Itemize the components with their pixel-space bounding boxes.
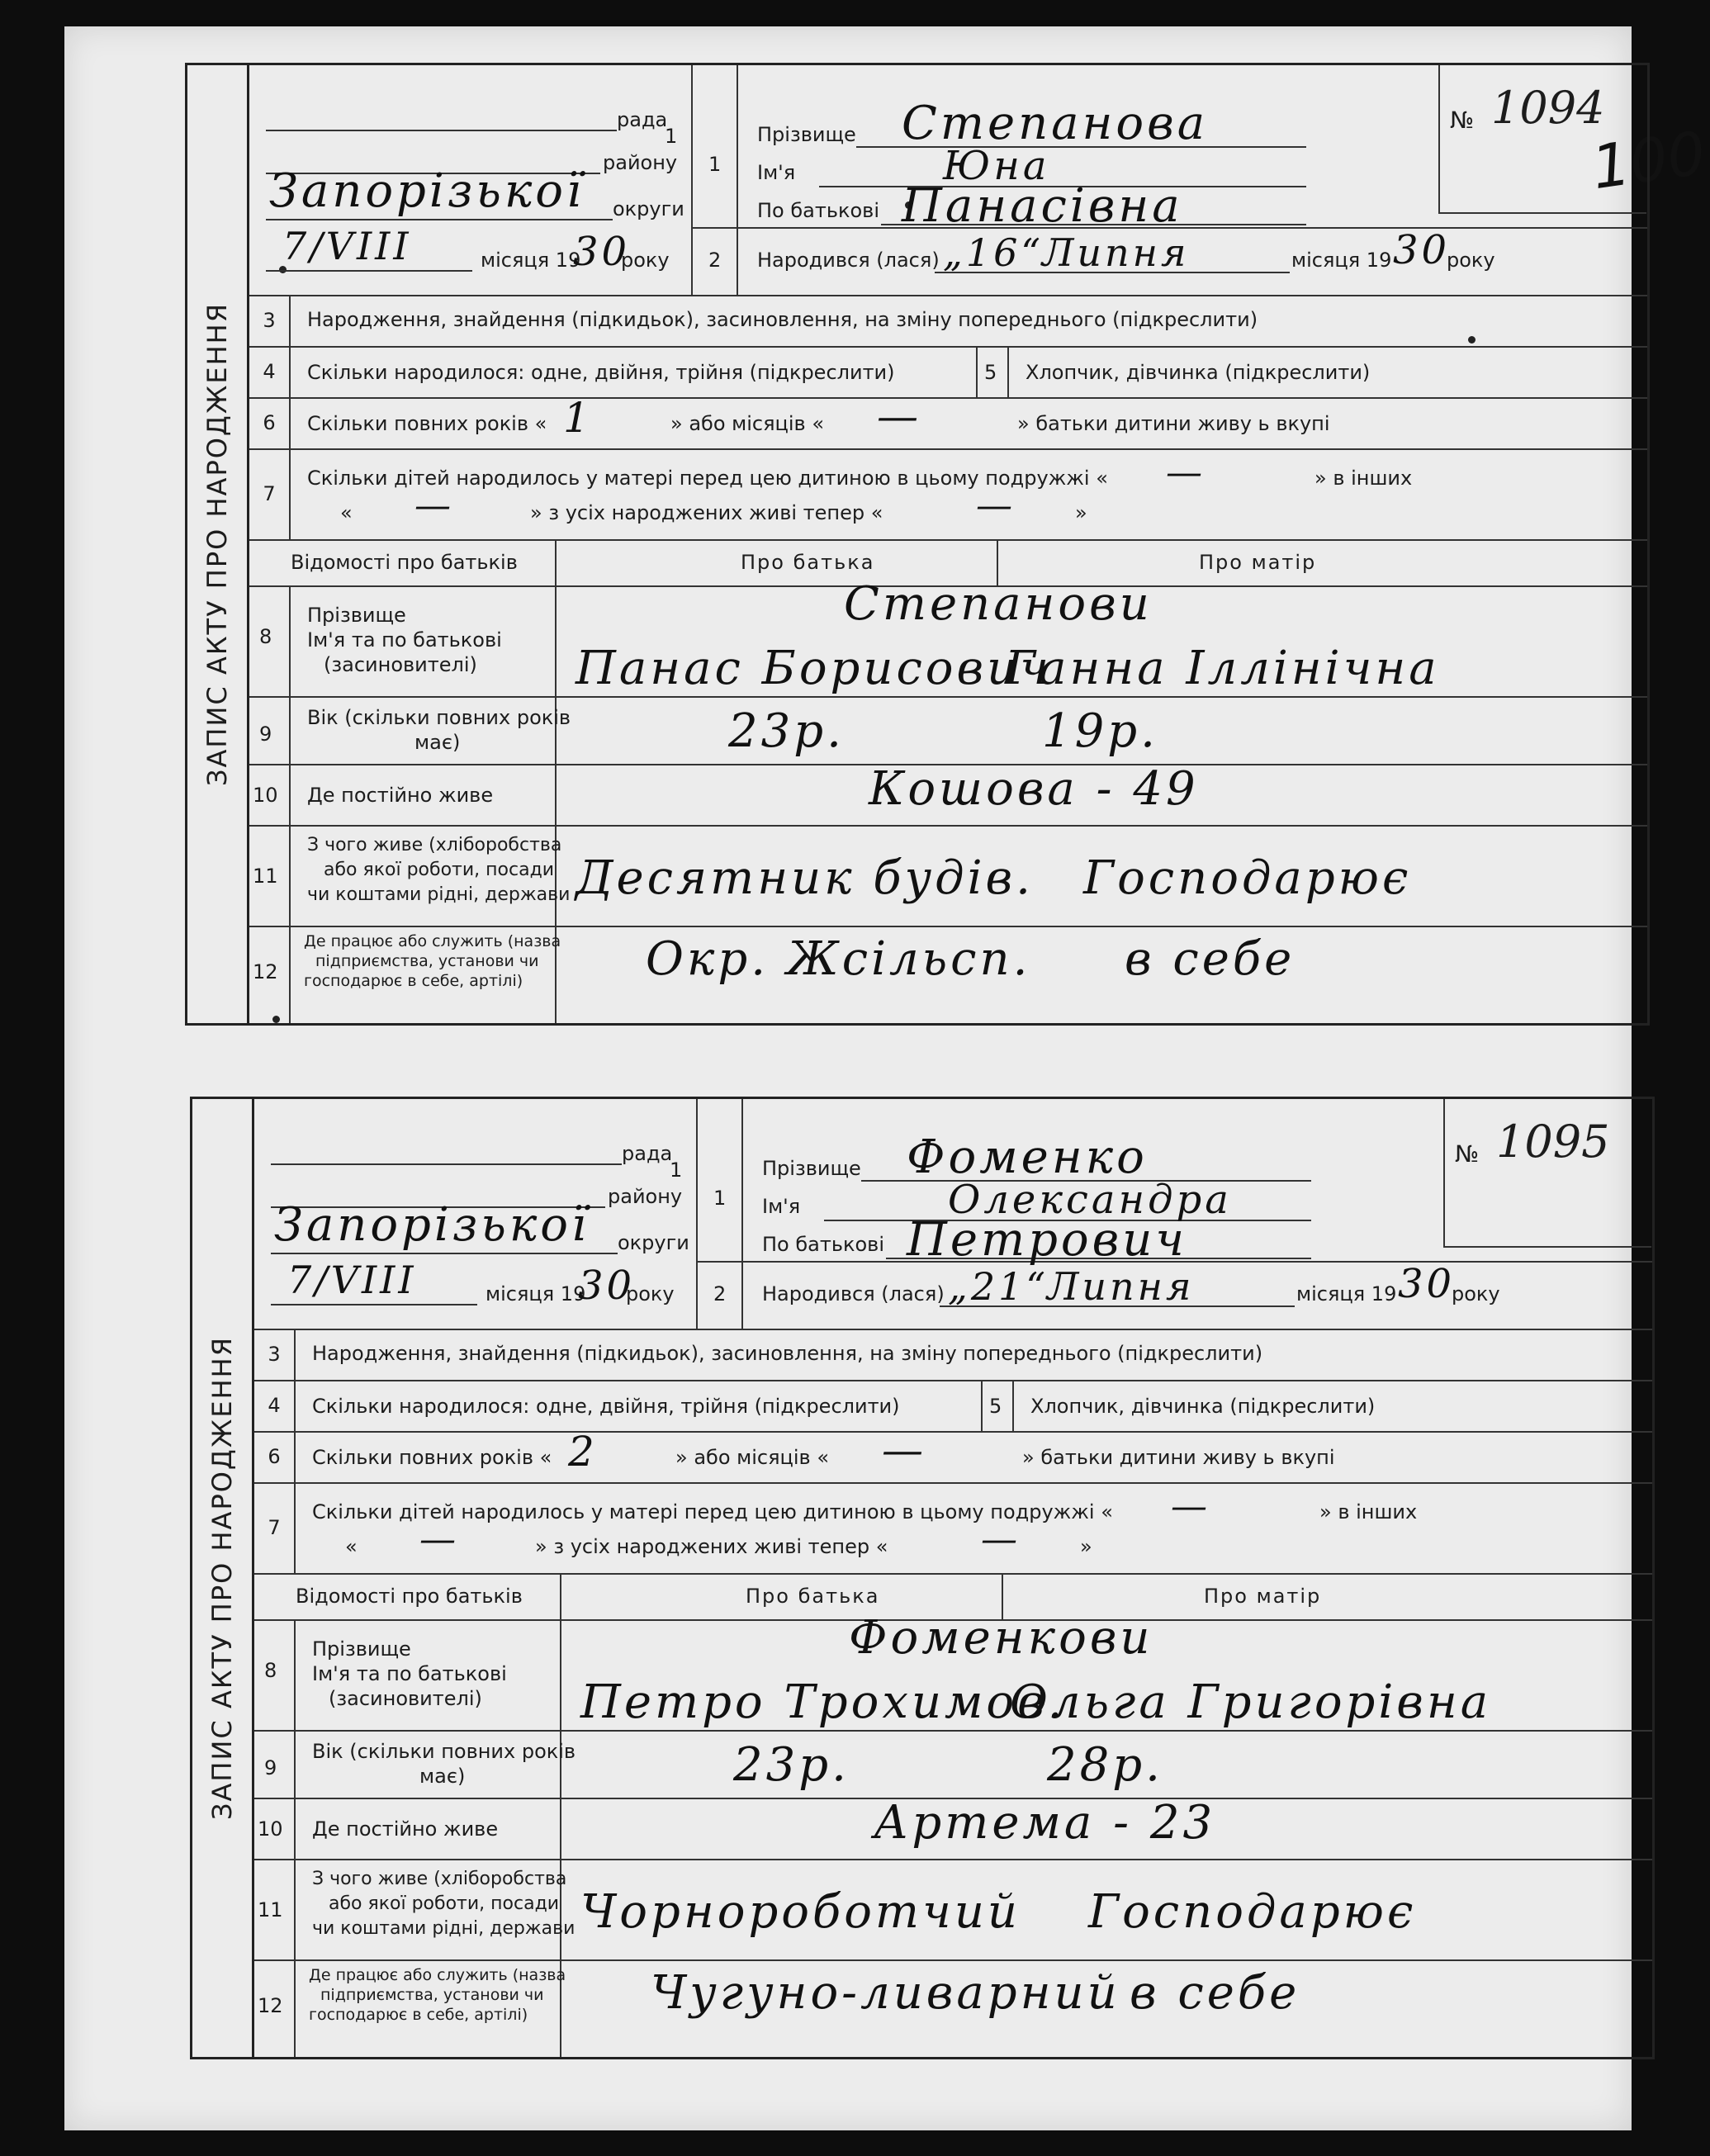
row-7: [254, 1482, 1652, 1575]
form-text: —: [882, 1426, 926, 1474]
child-name-label: Ім'я: [757, 161, 796, 184]
rule-line: [741, 1099, 743, 1329]
document-page: [64, 26, 1710, 2130]
form-text: Прізвище: [307, 604, 406, 627]
form-text: —: [877, 392, 921, 440]
record-number: 1095: [1496, 1116, 1610, 1168]
child-patronymic-label: По батькові: [762, 1233, 884, 1256]
row-3: [249, 295, 1647, 348]
mother-workplace: в себе: [1130, 1966, 1300, 2020]
record-form: [254, 1099, 1652, 2057]
form-text: З чого живе (хліборобства: [307, 835, 562, 855]
born-year: 30: [1393, 227, 1451, 273]
form-text: Де постійно живе: [312, 1817, 499, 1841]
mother-income: Господарює: [1088, 1885, 1417, 1939]
form-text: Скільки повних років «: [307, 412, 547, 435]
form-text: 2: [568, 1428, 598, 1476]
year-label: року: [621, 249, 670, 272]
child-patronymic: Панасівна: [902, 179, 1183, 233]
rule-line: [289, 585, 291, 1023]
form-element: 8: [264, 1659, 277, 1682]
father-name: Панас Борисович: [576, 642, 1053, 695]
mother-name: Ольга Григорівна: [1010, 1675, 1492, 1729]
rule-line: [266, 219, 613, 220]
form-text: Ім'я та по батькові: [307, 628, 502, 652]
mother-age: 28р.: [1047, 1738, 1163, 1792]
rule-line: [249, 696, 1647, 698]
form-text: Про матір: [1199, 551, 1317, 574]
form-element: 1: [713, 1187, 727, 1210]
form-text: ЗАПИС АКТУ ПРО НАРОДЖЕННЯ: [206, 1336, 238, 1820]
rule-line: [555, 539, 557, 585]
row-number: 1: [665, 125, 678, 148]
row-3: [254, 1329, 1652, 1381]
rule-line: [691, 65, 693, 295]
month-label: місяця 19: [486, 1282, 586, 1305]
rule-line: [254, 1859, 1652, 1860]
birth-record-1: [185, 63, 1650, 1026]
row-number: 4: [249, 346, 291, 397]
child-surname: Степанова: [902, 97, 1209, 150]
registration-date: 7/VIII: [282, 224, 412, 268]
parents-body: [249, 577, 1647, 1023]
form-text: »: [1075, 501, 1087, 524]
rule-line: [1007, 346, 1009, 397]
form-text: Ім'я та по батькові: [312, 1662, 507, 1685]
form-text: господарює в себе, артілі): [304, 972, 523, 990]
father-age: 23р.: [728, 704, 845, 758]
rule-line: [1012, 1380, 1014, 1431]
okrug-value: Запорізької: [274, 1198, 590, 1252]
rule-line: [560, 1573, 561, 1619]
born-label: Народився (лася): [762, 1282, 945, 1305]
rule-line: [249, 825, 1647, 827]
born-year-label: року: [1452, 1282, 1500, 1305]
form-text: Скільки народилося: одне, двійня, трійня (підкреслити): [307, 361, 895, 384]
row-number: 6: [254, 1431, 296, 1482]
form-text: №: [1450, 107, 1475, 134]
rada-label: рада: [617, 108, 668, 131]
rule-line: [981, 1380, 983, 1431]
form-text: »: [1080, 1535, 1092, 1558]
mother-name: Ганна Іллінічна: [1005, 642, 1440, 695]
born-month-label: місяця 19: [1296, 1282, 1397, 1305]
form-text: 1: [563, 394, 593, 442]
row-number: 4: [254, 1380, 296, 1431]
rule-line: [696, 1099, 698, 1329]
form-text: » з усіх народжених живі тепер «: [530, 501, 883, 524]
form-text: » з усіх народжених живі тепер «: [535, 1535, 888, 1558]
form-text: —: [414, 485, 454, 527]
rayon-label: району: [608, 1185, 683, 1208]
form-text: або якої роботи, посади: [324, 860, 555, 880]
rule-line: [271, 1253, 618, 1254]
archive-page-number: 100: [1587, 117, 1710, 203]
form-text: підприємства, установи чи: [315, 952, 539, 970]
form-text: господарює в себе, артілі): [309, 2006, 528, 2024]
father-name: Петро Трохимов.: [580, 1675, 1066, 1729]
form-text: (засиновителі): [324, 653, 477, 676]
born-month: Липня: [1047, 1264, 1195, 1309]
form-text: » або місяців «: [670, 412, 824, 435]
form-text: №: [1455, 1140, 1480, 1168]
rada-label: рада: [622, 1142, 673, 1165]
parents-surname: Степанови: [844, 577, 1153, 631]
form-text: Скільки народилося: одне, двійня, трійня (підкреслити): [312, 1395, 900, 1418]
row-number: 3: [254, 1329, 296, 1380]
born-day: „21“: [948, 1264, 1049, 1309]
address: Кошова - 49: [869, 762, 1199, 816]
side-title: [192, 1099, 254, 2057]
form-text: ЗАПИС АКТУ ПРО НАРОДЖЕННЯ: [201, 302, 233, 786]
row-6: [249, 392, 1647, 450]
form-text: » в інших: [1319, 1500, 1418, 1523]
rule-line: [940, 1305, 1295, 1307]
rule-line: [266, 130, 617, 131]
form-text: Хлопчик, дівчинка (підкреслити): [1030, 1395, 1376, 1418]
rule-line: [560, 1619, 561, 2057]
form-text: «: [340, 501, 353, 524]
rule-line: [555, 585, 557, 1023]
form-text: підприємства, установи чи: [320, 1986, 544, 2004]
child-surname: Фоменко: [907, 1130, 1148, 1184]
row-number: 3: [249, 295, 291, 346]
form-text: —: [1171, 1486, 1210, 1528]
form-text: » батьки дитини живу ь вкупі: [1017, 412, 1330, 435]
registration-year: 30: [573, 229, 631, 275]
form-text: Вік (скільки повних років: [307, 706, 571, 729]
form-element: 1: [708, 153, 722, 176]
form-text: » батьки дитини живу ь вкупі: [1022, 1446, 1335, 1469]
form-element: 9: [264, 1756, 277, 1779]
okrug-value: Запорізької: [269, 164, 585, 218]
rule-line: [271, 1163, 622, 1165]
row-number: 6: [249, 397, 291, 448]
record-number-box: [1438, 65, 1646, 214]
row-number: 7: [249, 448, 291, 539]
rule-line: [271, 1304, 477, 1305]
form-element: 5: [989, 1395, 1002, 1418]
form-text: —: [1166, 452, 1206, 494]
form-text: —: [419, 1519, 459, 1561]
child-name: Олександра: [948, 1177, 1232, 1223]
registration-year: 30: [578, 1263, 636, 1309]
child-name-label: Ім'я: [762, 1195, 801, 1218]
header-row: [254, 1099, 1652, 1330]
form-text: Про батька: [741, 551, 875, 574]
form-text: Скільки повних років «: [312, 1446, 552, 1469]
rayon-label: району: [603, 151, 678, 174]
form-element: 10: [253, 784, 278, 807]
form-text: З чого живе (хліборобства: [312, 1869, 567, 1889]
form-text: Де постійно живе: [307, 784, 494, 807]
child-patronymic: Петрович: [907, 1213, 1188, 1267]
form-text: Скільки дітей народилось у матері перед цею дитиною в цьому подружжі «: [307, 467, 1108, 490]
form-element: 11: [253, 865, 278, 888]
rule-line: [254, 1959, 1652, 1961]
row-6: [254, 1426, 1652, 1484]
born-day: „16“: [943, 230, 1044, 275]
row-7: [249, 448, 1647, 541]
birth-record-2: [190, 1097, 1655, 2059]
born-year: 30: [1398, 1261, 1456, 1307]
form-text: Де працює або служить (назва: [304, 932, 561, 950]
form-element: 2: [708, 249, 722, 272]
form-text: Прізвище: [312, 1637, 411, 1661]
born-month: Липня: [1042, 230, 1190, 275]
born-year-label: року: [1447, 249, 1495, 272]
form-text: або якої роботи, посади: [329, 1893, 560, 1914]
form-text: Хлопчик, дівчинка (підкреслити): [1026, 361, 1371, 384]
father-workplace: Чугуно-ливарний: [651, 1966, 1120, 2020]
father-age: 23р.: [733, 1738, 850, 1792]
form-text: чи коштами рідні, держави: [307, 884, 571, 905]
form-text: Відомості про батьків: [291, 551, 518, 574]
form-text: Про матір: [1204, 1585, 1322, 1608]
okrug-label: округи: [618, 1231, 689, 1254]
rule-line: [976, 346, 978, 397]
child-surname-label: Прізвище: [762, 1157, 861, 1180]
row-number: 1: [670, 1159, 683, 1182]
child-surname-label: Прізвище: [757, 123, 856, 146]
row-number: 7: [254, 1482, 296, 1573]
mother-income: Господарює: [1083, 851, 1412, 905]
rule-line: [266, 270, 472, 272]
row-4-5: [254, 1380, 1652, 1433]
header-row: [249, 65, 1647, 296]
side-title: [187, 65, 249, 1023]
rule-line: [737, 65, 738, 295]
year-label: року: [626, 1282, 675, 1305]
form-text: (засиновителі): [329, 1687, 482, 1710]
form-element: 5: [984, 361, 997, 384]
form-text: » або місяців «: [675, 1446, 829, 1469]
month-label: місяця 19: [481, 249, 581, 272]
row-4-5: [249, 346, 1647, 399]
parents-body: [254, 1611, 1652, 2057]
father-income: Десятник будів.: [576, 851, 1034, 905]
form-element: 12: [258, 1994, 283, 2017]
record-form: [249, 65, 1647, 1023]
child-patronymic-label: По батькові: [757, 199, 879, 222]
form-text: —: [976, 485, 1016, 527]
form-element: 8: [259, 625, 272, 648]
form-text: «: [345, 1535, 358, 1558]
born-label: Народився (лася): [757, 249, 940, 272]
form-text: Народження, знайдення (підкидьок), засиновлення, на зміну попереднього (підкреслити): [307, 308, 1258, 331]
mother-workplace: в себе: [1125, 932, 1296, 986]
form-text: Народження, знайдення (підкидьок), засиновлення, на зміну попереднього (підкреслити): [312, 1342, 1263, 1365]
form-text: має): [419, 1765, 466, 1788]
form-text: Відомості про батьків: [296, 1585, 523, 1608]
father-workplace: Окр. Жсільсп.: [646, 932, 1031, 986]
form-text: має): [414, 731, 461, 754]
form-text: Де працює або служить (назва: [309, 1966, 566, 1984]
okrug-label: округи: [613, 197, 684, 220]
record-number-box: [1443, 1099, 1651, 1248]
form-text: Про батька: [746, 1585, 880, 1608]
rule-line: [249, 926, 1647, 927]
registration-date: 7/VIII: [287, 1258, 417, 1302]
form-element: 12: [253, 960, 278, 983]
rule-line: [294, 1619, 296, 2057]
rule-line: [935, 272, 1290, 273]
form-text: Скільки дітей народилось у матері перед цею дитиною в цьому подружжі «: [312, 1500, 1113, 1523]
form-element: 10: [258, 1817, 283, 1841]
form-text: Вік (скільки повних років: [312, 1740, 576, 1763]
parents-surname: Фоменкови: [849, 1611, 1153, 1665]
born-month-label: місяця 19: [1291, 249, 1392, 272]
form-text: » в інших: [1314, 467, 1413, 490]
form-element: 9: [259, 723, 272, 746]
form-element: 2: [713, 1282, 727, 1305]
rule-line: [254, 1730, 1652, 1732]
mother-age: 19р.: [1042, 704, 1158, 758]
child-name: Юна: [943, 143, 1050, 189]
form-text: чи коштами рідні, держави: [312, 1918, 576, 1939]
record-number: 1094: [1491, 82, 1605, 134]
form-element: 11: [258, 1898, 283, 1921]
father-income: Чорнороботчий: [580, 1885, 1021, 1939]
address: Артема - 23: [874, 1796, 1216, 1850]
form-text: —: [981, 1519, 1021, 1561]
